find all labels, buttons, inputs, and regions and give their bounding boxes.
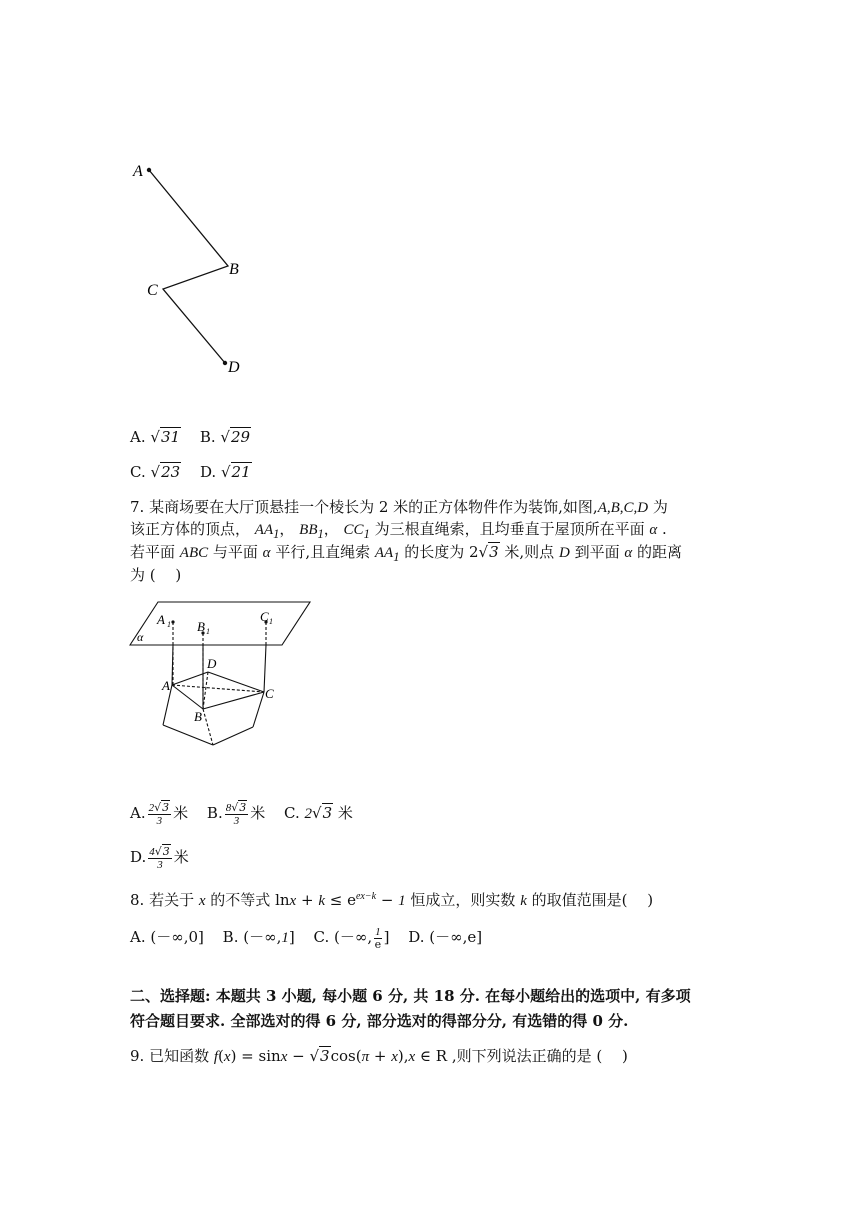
label-b1: B [197,619,205,634]
rope-cc1 [264,645,266,692]
q7-line1: 7. 某商场要在大厅顶悬挂一个棱长为 2 米的正方体物件作为装饰,如图,A,B,C,D 为 [130,498,668,516]
q7-figure [125,597,315,757]
diag-db [203,672,208,709]
q8-option-a[interactable]: A. (－∞,0] [130,928,204,946]
q6-option-a[interactable]: A. √31 [130,428,181,446]
q7-option-c[interactable]: C. 2√3 米 [284,804,353,822]
edge-dc [208,672,264,692]
q7-option-b[interactable]: B. $\frac{8√3}{3}$ 米 [206,800,266,827]
label-alpha: α [137,630,144,644]
label-c: C [147,282,158,299]
q6-options-row1 [130,426,251,448]
q6-figure [125,150,265,380]
q7-line3: 若平面 ABC 与平面 α 平行,且直绳索 $AA_1$ 的长度为 2√3 米,则点 D 到平面 α 的距离 [130,543,682,564]
q8-options [130,922,482,953]
edge-bottom-right [213,727,253,745]
point-a [147,168,151,172]
q6-option-b[interactable]: B. √29 [199,428,251,446]
label-a: A [162,678,170,693]
q7-options-row2 [130,842,189,872]
svg-text:1: 1 [167,620,171,629]
label-c: C [265,686,274,701]
svg-text:1: 1 [206,627,210,636]
q6-option-d[interactable]: D. √21 [199,463,251,481]
q7-line2: 该正方体的顶点， $AA_1$， $BB_1$， $CC_1$ 为三根直绳索，且均垂直于屋顶所在平面 α . [130,520,667,541]
diag-ac [172,685,264,692]
label-d: D [207,656,217,671]
section2-line1: 二、选择题: 本题共 3 小题, 每小题 6 分, 共 18 分. 在每小题给出的选项中, 有多项 [130,987,691,1005]
section2-line2: 符合题目要求. 全部选对的得 6 分, 部分选对的得部分分, 有选错的得 0 分. [130,1012,629,1030]
svg-text:1: 1 [269,617,273,626]
q6-options-row2 [130,461,252,483]
edge-bc [203,692,264,709]
point-d [223,361,227,365]
label-b: B [229,261,239,278]
label-c1: C [260,609,269,624]
edge-c-down [253,692,264,727]
label-a1: A [157,612,165,627]
label-a: A [133,163,143,180]
q6-polyline [149,170,228,363]
q8-option-d[interactable]: D. (－∞,e] [408,928,483,946]
q7-option-d[interactable]: D. $\frac{4√3}{3}$ 米 [130,844,189,871]
q8-option-c[interactable]: C. (－∞, $\frac{1}{e}$ ] [313,925,390,951]
edge-b-down [203,709,213,745]
q8-option-b[interactable]: B. (－∞,1] [222,928,295,946]
edge-ab [172,685,203,709]
q7-options-row1 [130,798,353,829]
q7-option-a[interactable]: A. $\frac{2√3}{3}$ 米 [130,800,189,827]
q7-line4: 为 ( ) [130,566,182,584]
label-d: D [228,359,240,376]
q6-option-c[interactable]: C. √23 [130,463,181,481]
q8-stem: 8. 若关于 x 的不等式 $\ln x + k \le e^{ex-k} - 1$ 恒成立，则实数 k 的取值范围是( ) [130,891,654,909]
edge-bottom-left [163,725,213,745]
label-b: B [194,709,202,724]
q9-stem: 9. 已知函数 f(x) = sinx − √3cos(π + x),x ∈ R ,则下列说法正确的是 ( ) [130,1047,628,1065]
